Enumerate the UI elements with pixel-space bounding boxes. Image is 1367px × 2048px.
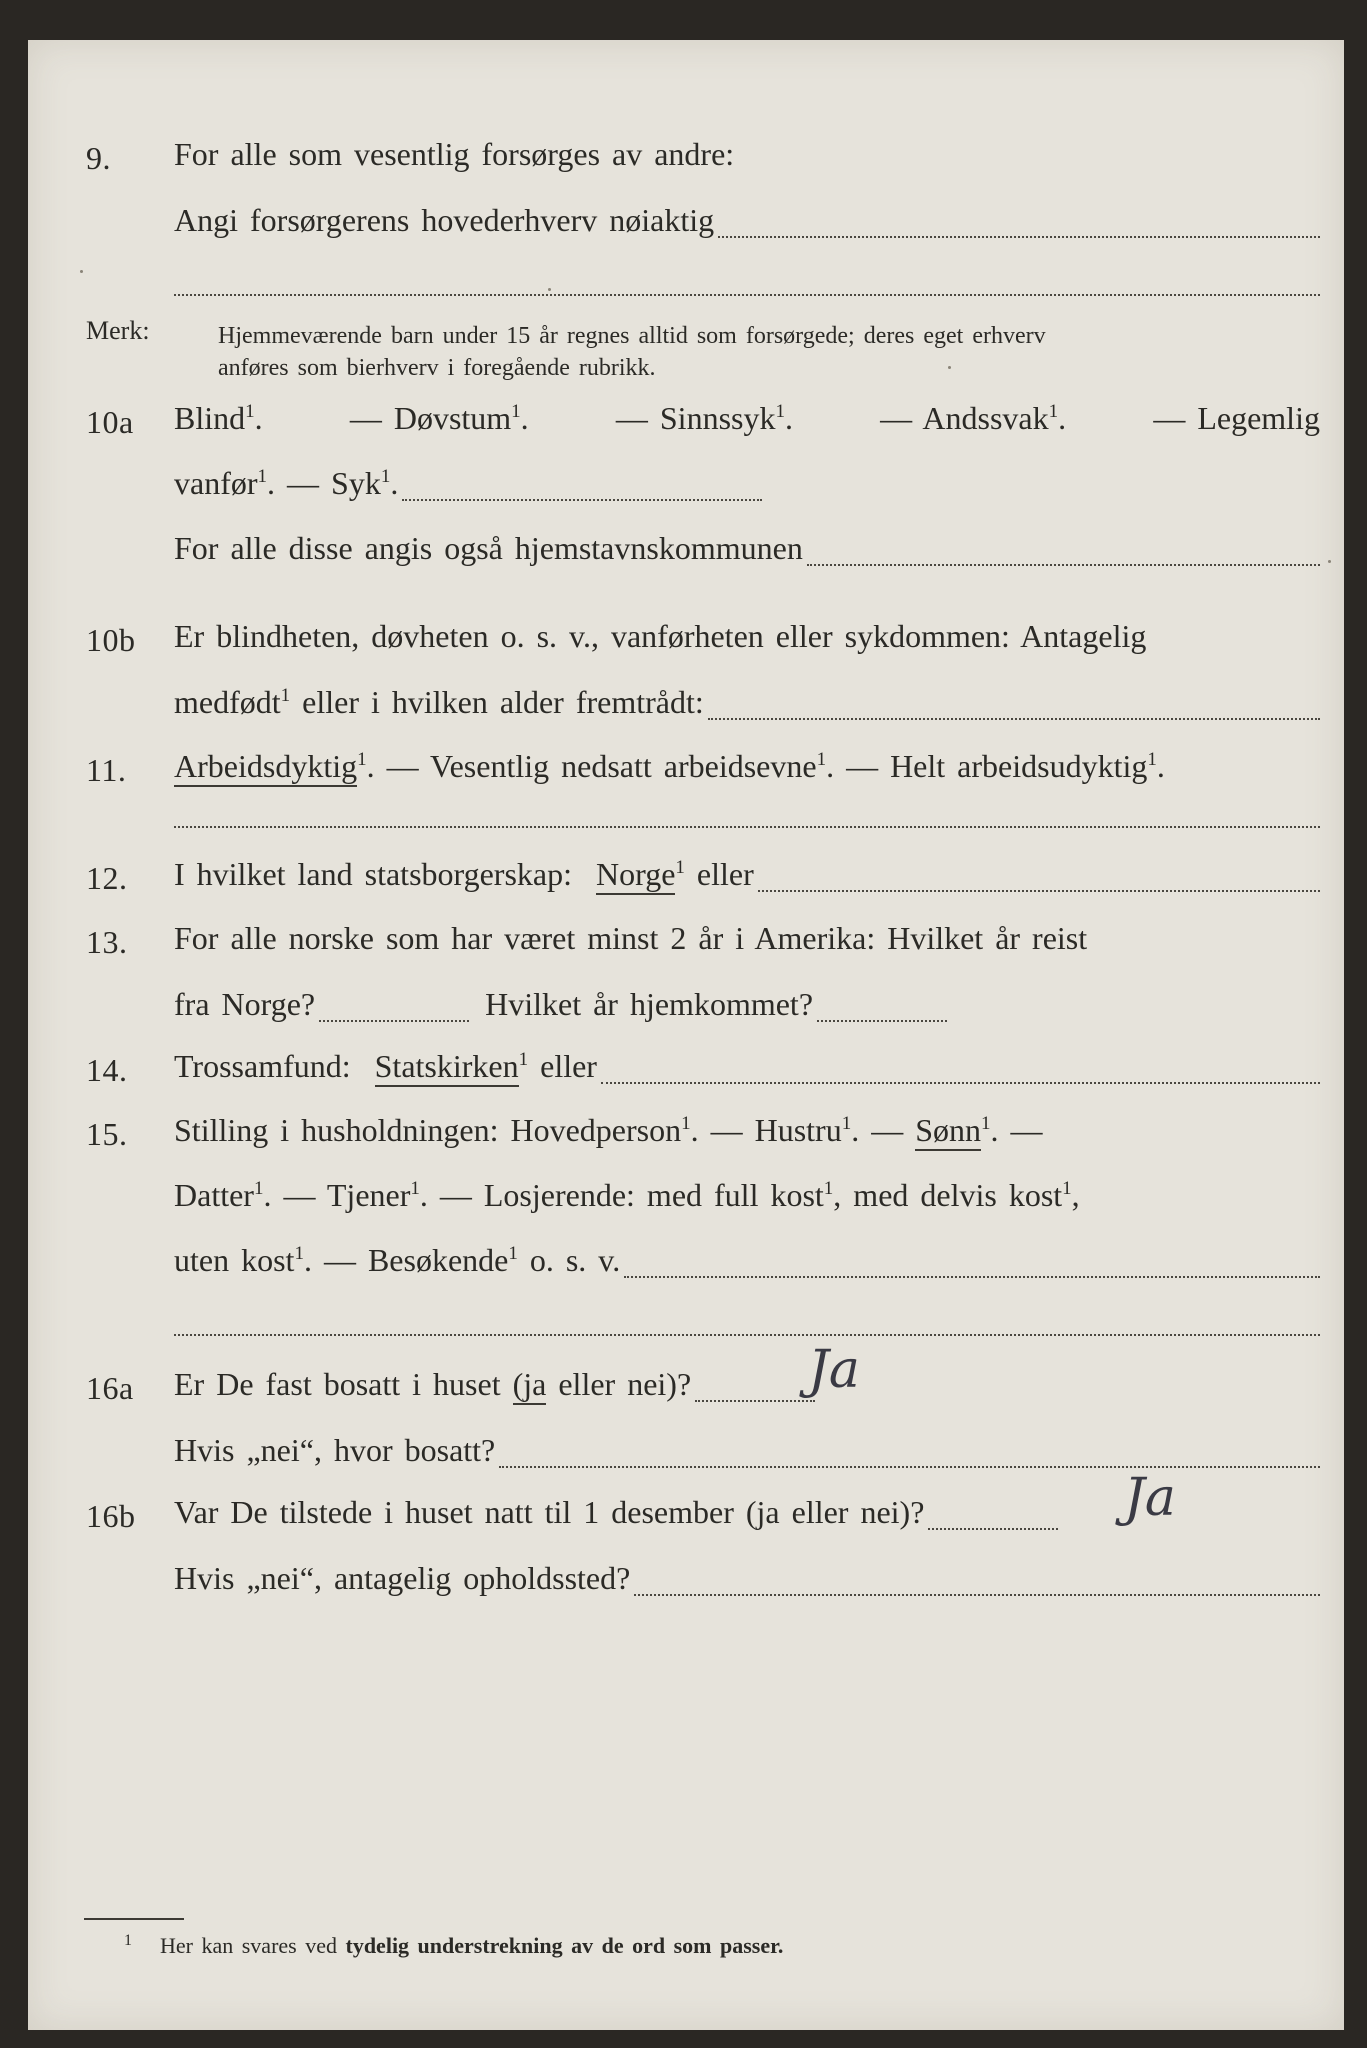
q11-arbeidsdyktig: Arbeidsdyktig bbox=[174, 748, 357, 787]
q16a-number: 16a bbox=[86, 1370, 134, 1406]
q10a-legemlig: — Legemlig bbox=[1153, 400, 1320, 436]
footnote-text-a: Her kan svares ved bbox=[160, 1933, 337, 1958]
q12-text: I hvilket land statsborgerskap: Norge$^1$ eller bbox=[174, 856, 754, 893]
q15-options-3: uten kost$^1$. — Besøkende$^1$ o. s. v. bbox=[174, 1242, 621, 1278]
q10a-hjemstavn-field[interactable] bbox=[807, 563, 1320, 566]
q16b-where-field[interactable] bbox=[634, 1593, 1320, 1596]
merk-line1: Hjemmeværende barn under 15 år regnes alltid som forsørgede; deres eget erhverv bbox=[218, 323, 1046, 349]
q10a-andssvak: — Andssvak$^1$. bbox=[880, 400, 1067, 436]
q14-text: Trossamfund: Statskirken$^1$ eller bbox=[174, 1048, 597, 1085]
q10a-blind: Blind$^1$. bbox=[174, 400, 263, 436]
q10a-line2 bbox=[174, 465, 1320, 513]
q12-line bbox=[174, 856, 1320, 904]
q9-number: 9. bbox=[86, 140, 111, 176]
q9-text: For alle som vesentlig forsørges av andre: bbox=[174, 136, 735, 172]
q13-line1 bbox=[174, 920, 1320, 968]
q16a-handwritten-answer: Ja bbox=[808, 1340, 860, 1400]
q15-other-field[interactable] bbox=[624, 1275, 1320, 1278]
q9-occupation-field[interactable] bbox=[718, 235, 1320, 238]
q13-hjem-label: Hvilket år hjemkommet? bbox=[485, 986, 814, 1022]
q15-line3 bbox=[174, 1242, 1320, 1290]
q15-options-2: Datter$^1$. — Tjener$^1$. — Losjerende: med full kost$^1$, med delvis kost$^1$, bbox=[174, 1177, 1080, 1213]
q11-line1 bbox=[174, 748, 1320, 796]
q16a-ja: (ja bbox=[513, 1366, 547, 1405]
q10b-age-field[interactable] bbox=[708, 717, 1320, 720]
q15-sonn: Sønn bbox=[915, 1112, 981, 1151]
q16b-line2 bbox=[174, 1560, 1320, 1608]
q16a-line1 bbox=[174, 1366, 1320, 1414]
q15-line1 bbox=[174, 1112, 1320, 1160]
paper-speck bbox=[548, 288, 551, 291]
q11-number: 11. bbox=[86, 752, 127, 788]
q12-norge: Norge bbox=[596, 856, 675, 895]
q10a-dovstum: — Døvstum$^1$. bbox=[349, 400, 529, 436]
q11-extra-line[interactable] bbox=[174, 826, 1320, 828]
q16b-answer-field[interactable] bbox=[928, 1527, 1058, 1530]
q13-text: For alle norske som har været minst 2 år i Amerika: Hvilket år reist bbox=[174, 920, 1088, 956]
q16a-answer-field[interactable] bbox=[695, 1399, 815, 1402]
q12-number: 12. bbox=[86, 860, 128, 896]
merk-note bbox=[218, 320, 1320, 384]
q10a-hjemstavn-label: For alle disse angis også hjemstavnskommunen bbox=[174, 530, 803, 566]
q13-fra-field[interactable] bbox=[319, 1019, 469, 1022]
q10b-medfodt: medfødt$^1$ eller i hvilken alder fremtrådt: bbox=[174, 684, 704, 720]
q11-options: Arbeidsdyktig$^1$. — Vesentlig nedsatt arbeidsevne$^1$. — Helt arbeidsudyktig$^1$. bbox=[174, 748, 1165, 785]
q10a-sinnssyk: — Sinnssyk$^1$. bbox=[615, 400, 793, 436]
q10b-line1 bbox=[174, 618, 1320, 666]
q9-occupation-label: Angi forsørgerens hovederhverv nøiaktig bbox=[174, 202, 715, 238]
q10a-vanfor: vanfør$^1$. — Syk$^1$. bbox=[174, 465, 399, 501]
q10a-number: 10a bbox=[86, 404, 134, 440]
q13-line2 bbox=[174, 986, 1320, 1034]
census-form-page bbox=[28, 40, 1344, 2030]
q9-extra-line[interactable] bbox=[174, 294, 1320, 296]
q15-number: 15. bbox=[86, 1116, 128, 1152]
paper-speck bbox=[1328, 560, 1331, 563]
q10b-text: Er blindheten, døvheten o. s. v., vanførheten eller sykdommen: Antagelig bbox=[174, 618, 1147, 654]
q14-statskirken: Statskirken bbox=[375, 1048, 519, 1087]
q10a-line1 bbox=[174, 400, 1320, 448]
footnote-rule bbox=[84, 1918, 184, 1920]
q10a-line3 bbox=[174, 530, 1320, 578]
paper-speck bbox=[80, 270, 83, 273]
q16b-text: Var De tilstede i huset natt til 1 desember (ja eller nei)? bbox=[174, 1494, 925, 1530]
q14-line bbox=[174, 1048, 1320, 1096]
q12-country-field[interactable] bbox=[758, 889, 1320, 892]
q13-fra-label: fra Norge? bbox=[174, 986, 316, 1022]
footnote-text-b: tydelig understrekning av de ord som passer. bbox=[345, 1933, 784, 1958]
merk-line2: anføres som bierhverv i foregående rubrikk. bbox=[218, 355, 656, 381]
q10b-line2 bbox=[174, 684, 1320, 732]
q13-number: 13. bbox=[86, 924, 128, 960]
q15-line2 bbox=[174, 1177, 1320, 1225]
q16a-where-field[interactable] bbox=[499, 1465, 1320, 1468]
q15-extra-line[interactable] bbox=[174, 1334, 1320, 1336]
footnote-mark: 1 bbox=[124, 1932, 132, 1949]
q16a-where-label: Hvis „nei“, hvor bosatt? bbox=[174, 1432, 496, 1468]
q14-number: 14. bbox=[86, 1052, 128, 1088]
footnote bbox=[124, 1932, 783, 1959]
q16b-where-label: Hvis „nei“, antagelig opholdssted? bbox=[174, 1560, 631, 1596]
q13-hjem-field[interactable] bbox=[817, 1019, 947, 1022]
q9-line2 bbox=[174, 202, 1320, 250]
q10a-syk-field[interactable] bbox=[402, 498, 762, 501]
paper-speck bbox=[948, 366, 951, 369]
q16a-text: Er De fast bosatt i huset (ja eller nei)? bbox=[174, 1366, 691, 1403]
merk-label: Merk: bbox=[86, 316, 150, 345]
q16b-handwritten-answer: Ja bbox=[1124, 1468, 1176, 1528]
q10b-number: 10b bbox=[86, 622, 136, 658]
q9-line1 bbox=[174, 136, 1320, 184]
q16b-number: 16b bbox=[86, 1498, 136, 1534]
q14-faith-field[interactable] bbox=[601, 1081, 1320, 1084]
q15-options-1: Stilling i husholdningen: Hovedperson$^1$. — Hustru$^1$. — Sønn$^1$. — bbox=[174, 1112, 1043, 1149]
